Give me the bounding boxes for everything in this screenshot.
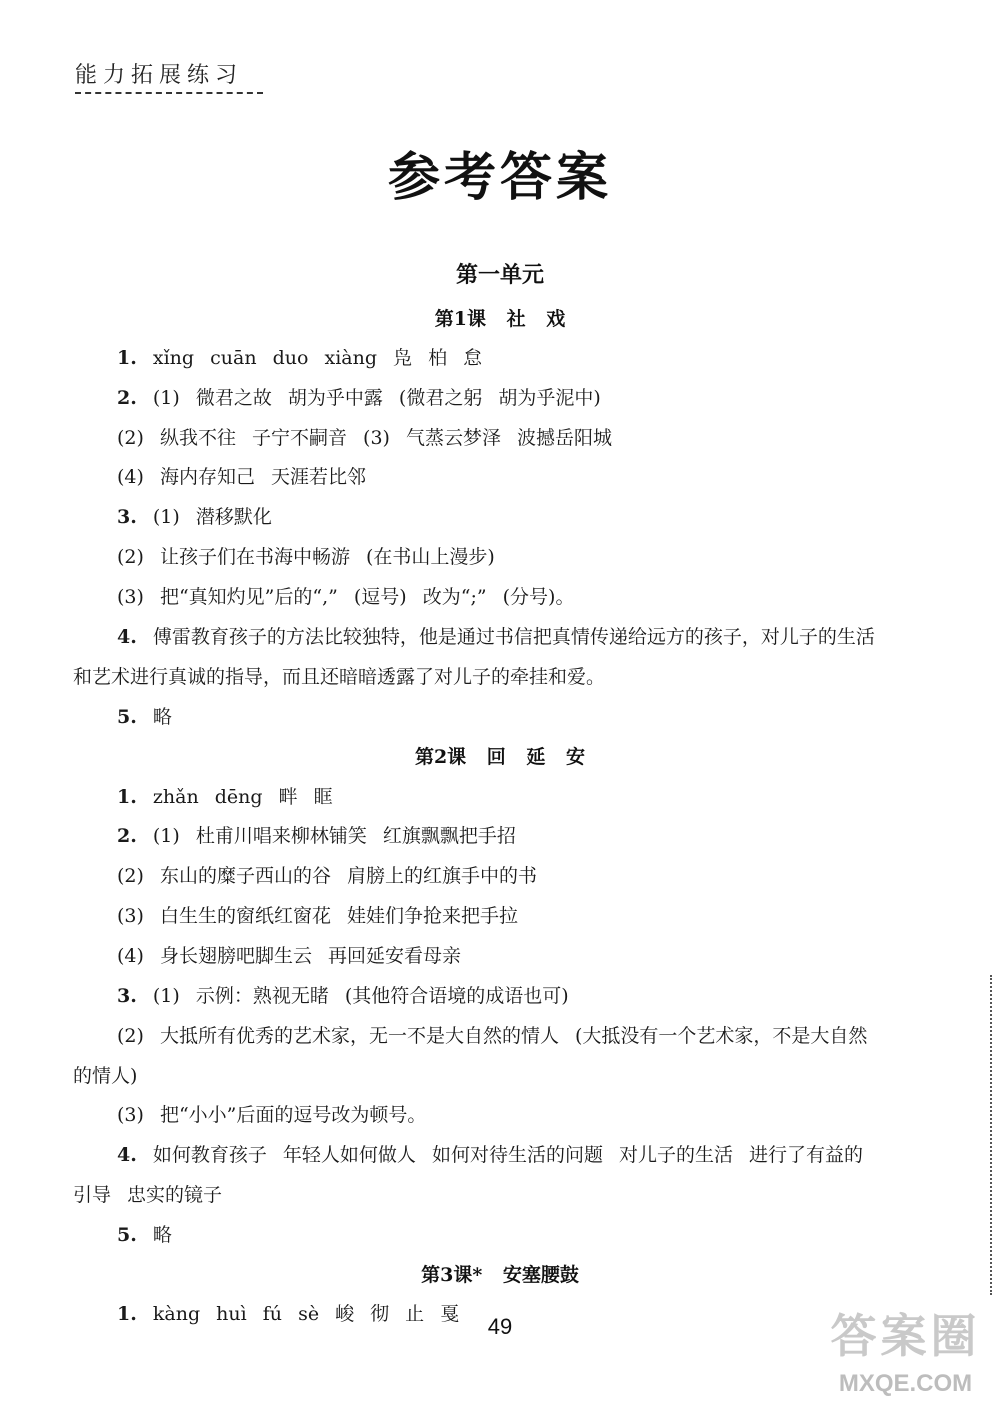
page-title: 参考答案 <box>387 147 612 208</box>
answer-text: 引导 忠实的镜子 <box>73 1184 223 1206</box>
answer-line <box>117 821 967 848</box>
answer-text: (2) 东山的糜子西山的谷 肩膀上的红旗手中的书 <box>117 865 537 887</box>
answer-line <box>117 582 967 609</box>
answer-number: 5. <box>117 706 137 728</box>
answer-text: (2) 让孩子们在书海中畅游 (在书山上漫步) <box>117 546 495 568</box>
answer-line <box>117 1220 967 1247</box>
answer-number: 3. <box>117 985 137 1007</box>
answer-number: 1. <box>117 347 137 369</box>
watermark-logo <box>818 1300 993 1408</box>
answer-line <box>117 981 967 1008</box>
answer-text: 略 <box>152 706 172 728</box>
answer-line <box>117 1140 967 1167</box>
answer-number: 4. <box>117 626 137 648</box>
answer-number: 4. <box>117 1144 137 1166</box>
answer-line <box>117 462 967 489</box>
answer-line <box>73 1061 923 1088</box>
answer-line <box>117 423 967 450</box>
answer-line <box>117 502 967 529</box>
answer-number: 3. <box>117 506 137 528</box>
answer-text: (3) 把“真知灼见”后的“,” (逗号) 改为“;” (分号)。 <box>117 586 575 608</box>
answer-line <box>117 941 967 968</box>
answer-text: 的情人) <box>73 1065 138 1087</box>
answer-number: 5. <box>117 1224 137 1246</box>
answer-line <box>117 1021 967 1048</box>
answer-number: 1. <box>117 786 137 808</box>
answer-line <box>117 1100 967 1127</box>
answer-text: 如何教育孩子 年轻人如何做人 如何对待生活的问题 对儿子的生活 进行了有益的 <box>152 1144 864 1166</box>
answer-line <box>117 782 967 809</box>
answer-line <box>73 662 923 689</box>
binding-margin-dots <box>990 975 992 1295</box>
answer-line <box>117 901 967 928</box>
page-number: 49 <box>487 1314 513 1339</box>
unit-title: 第一单元 <box>455 262 544 288</box>
answer-line <box>117 343 967 370</box>
answer-line <box>117 383 967 410</box>
lesson-2-title: 第2课 回 延 安 <box>414 746 586 768</box>
answer-text: (4) 海内存知己 天涯若比邻 <box>117 466 366 488</box>
lesson-3-title: 第3课* 安塞腰鼓 <box>421 1264 579 1286</box>
answer-line <box>117 702 967 729</box>
answer-text: (1) 示例：熟视无睹 (其他符合语境的成语也可) <box>152 985 569 1007</box>
answer-line <box>117 861 967 888</box>
answer-text: 傅雷教育孩子的方法比较独特，他是通过书信把真情传递给远方的孩子，对儿子的生活 <box>152 626 875 648</box>
header-dashed-rule <box>75 92 263 94</box>
answer-line <box>73 1180 923 1207</box>
answer-text: zhǎn dēng 畔 眶 <box>152 786 333 808</box>
answer-text: (3) 把“小小”后面的逗号改为顿号。 <box>117 1104 427 1126</box>
answer-text: (2) 大抵所有优秀的艺术家，无一不是大自然的情人 (大抵没有一个艺术家，不是大自然 <box>117 1025 868 1047</box>
answer-number: 2. <box>117 387 137 409</box>
book-series-header: 能力拓展练习 <box>75 63 244 88</box>
answer-text: (1) 潜移默化 <box>152 506 272 528</box>
answer-text: 略 <box>152 1224 172 1246</box>
answer-text: (1) 杜甫川唱来柳林铺笑 红旗飘飘把手招 <box>152 825 516 847</box>
answer-text: (4) 身长翅膀吧脚生云 再回延安看母亲 <box>117 945 461 967</box>
answer-text: (3) 白生生的窗纸红窗花 娃娃们争抢来把手拉 <box>117 905 518 927</box>
answer-text: kàng huì fú sè 峻 彻 止 戛 <box>152 1303 460 1325</box>
answer-line <box>117 622 967 649</box>
lesson-1-title: 第1课 社 戏 <box>434 308 566 330</box>
answer-number: 2. <box>117 825 137 847</box>
answer-text: xǐng cuān duo xiàng 凫 柏 怠 <box>152 347 483 369</box>
answer-text: (1) 微君之故 胡为乎中露 (微君之躬 胡为乎泥中) <box>152 387 601 409</box>
answer-line <box>117 542 967 569</box>
answer-number: 1. <box>117 1303 137 1325</box>
answer-text: 和艺术进行真诚的指导，而且还暗暗透露了对儿子的牵挂和爱。 <box>73 666 606 688</box>
watermark-text: 答案圈 <box>830 1309 981 1363</box>
answer-text: (2) 纵我不往 子宁不嗣音 (3) 气蒸云梦泽 波撼岳阳城 <box>117 427 613 449</box>
watermark-domain: MXQE.COM <box>838 1370 973 1397</box>
